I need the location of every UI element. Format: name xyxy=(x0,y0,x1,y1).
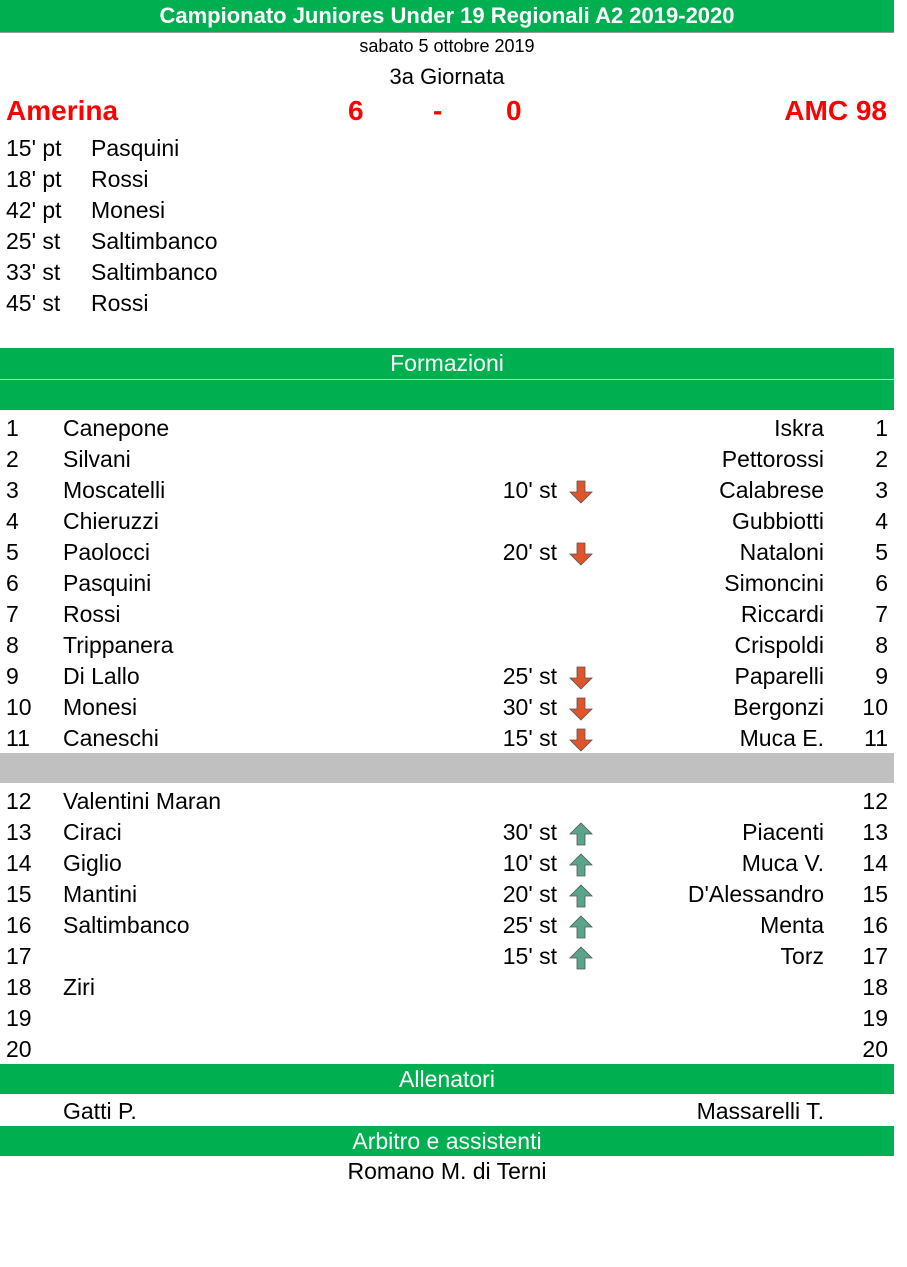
home-shirt-number: 12 xyxy=(6,788,32,814)
scorer-row xyxy=(6,228,218,255)
home-coach: Gatti P. xyxy=(63,1098,137,1124)
scorer-row xyxy=(6,135,179,162)
lineup-row xyxy=(0,722,894,753)
lineup-row xyxy=(0,1002,894,1033)
home-player: Canepone xyxy=(63,415,170,441)
away-shirt-number: 6 xyxy=(875,570,888,596)
bench-divider xyxy=(0,753,894,783)
home-player: Giglio xyxy=(63,850,122,876)
away-shirt-number: 10 xyxy=(862,694,888,720)
arrow-down-icon xyxy=(568,542,594,566)
round-label: 3a Giornata xyxy=(389,64,505,89)
lineup-row xyxy=(0,536,894,567)
away-player: Gubbiotti xyxy=(731,508,824,534)
scorer-row xyxy=(6,259,218,286)
home-player: Paolocci xyxy=(63,539,150,565)
substitution-time: 25' st xyxy=(502,663,557,689)
away-player: Iskra xyxy=(774,415,824,441)
away-shirt-number: 8 xyxy=(875,632,888,658)
away-player: Muca E. xyxy=(739,725,824,751)
substitution-time: 10' st xyxy=(502,850,557,876)
arrow-down-icon xyxy=(568,728,594,752)
arrow-down-icon xyxy=(568,480,594,504)
home-shirt-number: 16 xyxy=(6,912,32,938)
home-player: Ciraci xyxy=(63,819,122,845)
away-shirt-number: 19 xyxy=(862,1005,888,1031)
lineup-row xyxy=(0,629,894,660)
away-player: Paparelli xyxy=(734,663,824,689)
home-shirt-number: 17 xyxy=(6,943,32,969)
away-shirt-number: 18 xyxy=(862,974,888,1000)
lineup-row xyxy=(0,816,894,847)
scorer-player: Pasquini xyxy=(91,135,180,161)
away-player: Piacenti xyxy=(742,819,824,845)
lineups-header: Formazioni xyxy=(0,348,894,380)
lineup-row xyxy=(0,847,894,878)
substitution-time: 15' st xyxy=(502,943,557,969)
home-player: Chieruzzi xyxy=(63,508,159,534)
away-shirt-number: 15 xyxy=(862,881,888,907)
away-player: Pettorossi xyxy=(721,446,824,472)
away-shirt-number: 16 xyxy=(862,912,888,938)
scorer-row xyxy=(6,166,149,193)
away-shirt-number: 7 xyxy=(875,601,888,627)
away-player: Simoncini xyxy=(724,570,824,596)
away-player: Riccardi xyxy=(740,601,824,627)
lineup-row xyxy=(0,505,894,536)
substitution-time: 25' st xyxy=(502,912,557,938)
lineup-row xyxy=(0,971,894,1002)
home-shirt-number: 1 xyxy=(6,415,19,441)
home-team: Amerina xyxy=(6,95,119,126)
lineup-row xyxy=(0,474,894,505)
away-coach: Massarelli T. xyxy=(696,1098,824,1124)
home-player: Ziri xyxy=(63,974,95,1000)
home-player: Caneschi xyxy=(63,725,159,751)
page-title: Campionato Juniores Under 19 Regionali A2 2019-2020 xyxy=(0,0,894,33)
arrow-up-icon xyxy=(568,853,594,877)
home-player: Valentini Maran xyxy=(63,788,222,814)
home-shirt-number: 6 xyxy=(6,570,19,596)
lineup-row xyxy=(0,567,894,598)
scorer-player: Monesi xyxy=(91,197,166,223)
home-shirt-number: 19 xyxy=(6,1005,32,1031)
away-player: Nataloni xyxy=(739,539,824,565)
scorer-player: Saltimbanco xyxy=(91,228,218,254)
substitution-time: 15' st xyxy=(502,725,557,751)
scorer-minute: 33' st xyxy=(6,259,61,285)
lineup-row xyxy=(0,660,894,691)
away-shirt-number: 14 xyxy=(862,850,888,876)
home-shirt-number: 13 xyxy=(6,819,32,845)
home-shirt-number: 7 xyxy=(6,601,19,627)
lineup-row xyxy=(0,691,894,722)
home-shirt-number: 3 xyxy=(6,477,19,503)
substitution-time: 30' st xyxy=(502,819,557,845)
home-goals: 6 xyxy=(348,95,364,126)
home-player: Di Lallo xyxy=(63,663,140,689)
scorer-minute: 15' pt xyxy=(6,135,62,161)
score-separator: - xyxy=(433,95,443,126)
home-player: Moscatelli xyxy=(63,477,166,503)
coaches-header: Allenatori xyxy=(0,1064,894,1094)
away-shirt-number: 20 xyxy=(862,1036,888,1062)
away-player: Calabrese xyxy=(719,477,824,503)
home-shirt-number: 18 xyxy=(6,974,32,1000)
away-player: Crispoldi xyxy=(734,632,824,658)
scorer-player: Rossi xyxy=(91,290,149,316)
home-shirt-number: 5 xyxy=(6,539,19,565)
home-shirt-number: 10 xyxy=(6,694,32,720)
home-player: Rossi xyxy=(63,601,121,627)
match-date: sabato 5 ottobre 2019 xyxy=(359,36,535,56)
away-team: AMC 98 xyxy=(784,95,887,126)
home-shirt-number: 8 xyxy=(6,632,19,658)
scorer-minute: 18' pt xyxy=(6,166,62,192)
home-shirt-number: 20 xyxy=(6,1036,32,1062)
away-player: Bergonzi xyxy=(733,694,824,720)
substitution-time: 20' st xyxy=(502,539,557,565)
away-player: Muca V. xyxy=(741,850,824,876)
scorer-row xyxy=(6,197,165,224)
substitution-time: 20' st xyxy=(502,881,557,907)
referee-name: Romano M. di Terni xyxy=(347,1158,547,1184)
arrow-down-icon xyxy=(568,697,594,721)
away-shirt-number: 17 xyxy=(862,943,888,969)
referee-header: Arbitro e assistenti xyxy=(0,1126,894,1156)
home-player: Silvani xyxy=(63,446,131,472)
scorer-minute: 45' st xyxy=(6,290,61,316)
away-goals: 0 xyxy=(506,95,522,126)
lineup-row xyxy=(0,785,894,816)
away-shirt-number: 4 xyxy=(875,508,888,534)
scorer-row xyxy=(6,290,149,317)
scorer-minute: 25' st xyxy=(6,228,61,254)
arrow-up-icon xyxy=(568,884,594,908)
home-player: Trippanera xyxy=(63,632,174,658)
lineup-row xyxy=(0,412,894,443)
lineup-row xyxy=(0,598,894,629)
away-player: Torz xyxy=(780,943,824,969)
home-shirt-number: 15 xyxy=(6,881,32,907)
lineup-row xyxy=(0,940,894,971)
arrow-up-icon xyxy=(568,822,594,846)
lineup-row xyxy=(0,878,894,909)
away-player: Menta xyxy=(760,912,824,938)
home-player: Saltimbanco xyxy=(63,912,190,938)
substitution-time: 10' st xyxy=(502,477,557,503)
arrow-up-icon xyxy=(568,915,594,939)
away-shirt-number: 11 xyxy=(864,725,888,751)
lineups-subheader xyxy=(0,380,894,410)
scorer-minute: 42' pt xyxy=(6,197,62,223)
scorer-player: Rossi xyxy=(91,166,149,192)
lineup-row xyxy=(0,443,894,474)
home-shirt-number: 14 xyxy=(6,850,32,876)
home-shirt-number: 9 xyxy=(6,663,19,689)
arrow-up-icon xyxy=(568,946,594,970)
away-shirt-number: 2 xyxy=(875,446,888,472)
away-shirt-number: 13 xyxy=(862,819,888,845)
away-shirt-number: 12 xyxy=(862,788,888,814)
away-shirt-number: 5 xyxy=(875,539,888,565)
home-shirt-number: 4 xyxy=(6,508,19,534)
substitution-time: 30' st xyxy=(502,694,557,720)
home-shirt-number: 11 xyxy=(6,725,30,751)
lineup-row xyxy=(0,909,894,940)
home-player: Mantini xyxy=(63,881,138,907)
home-shirt-number: 2 xyxy=(6,446,19,472)
away-shirt-number: 9 xyxy=(875,663,888,689)
away-player: D'Alessandro xyxy=(687,881,824,907)
home-player: Pasquini xyxy=(63,570,152,596)
home-player: Monesi xyxy=(63,694,138,720)
away-shirt-number: 1 xyxy=(875,415,888,441)
lineup-row xyxy=(0,1033,894,1064)
away-shirt-number: 3 xyxy=(875,477,888,503)
arrow-down-icon xyxy=(568,666,594,690)
scorer-player: Saltimbanco xyxy=(91,259,218,285)
